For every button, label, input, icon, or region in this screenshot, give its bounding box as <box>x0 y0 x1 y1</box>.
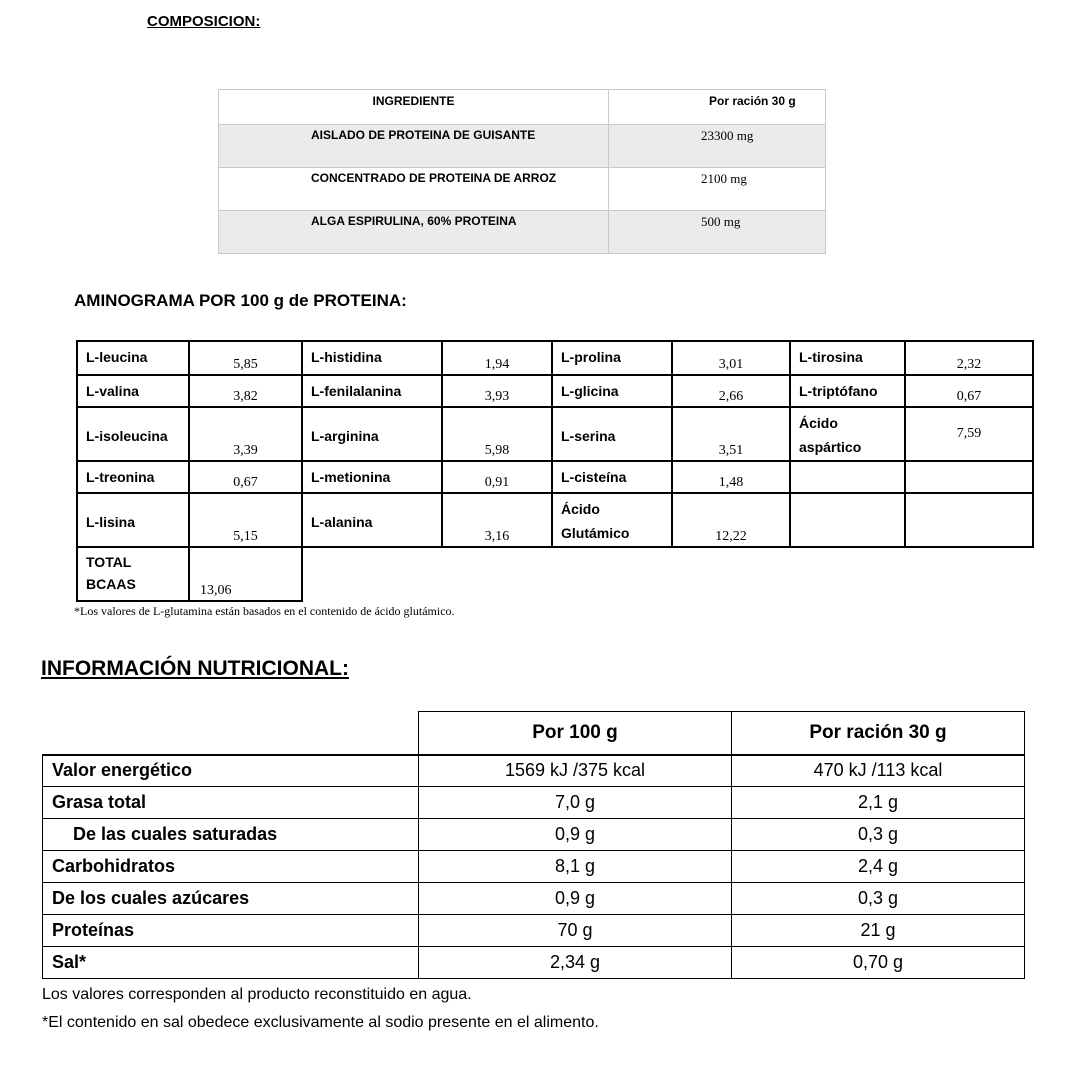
empty-cell <box>905 493 1033 547</box>
per-serving-value: 0,70 g <box>732 947 1025 979</box>
total-bcaas-value: 13,06 <box>189 547 302 601</box>
amino-value: 12,22 <box>672 493 790 547</box>
amino-value: 7,59 <box>905 407 1033 461</box>
amino-value: 5,15 <box>189 493 302 547</box>
amino-value: 2,32 <box>905 341 1033 375</box>
composition-table <box>218 89 826 254</box>
nutrient-label: Grasa total <box>43 787 419 819</box>
nutrition-table <box>42 711 1025 979</box>
per-serving-value: 2,4 g <box>732 851 1025 883</box>
amino-name: L-glicina <box>552 375 672 407</box>
amino-name: L-isoleucina <box>77 407 189 461</box>
per-100-value: 0,9 g <box>419 883 732 915</box>
nutrition-header-row <box>43 712 1025 755</box>
table-row <box>77 547 1033 601</box>
amino-value: 3,01 <box>672 341 790 375</box>
nutrient-label: De las cuales saturadas <box>43 819 419 851</box>
ingredient-cell: ALGA ESPIRULINA, 60% PROTEINA <box>219 211 609 254</box>
amino-value: 1,94 <box>442 341 552 375</box>
amino-name: L-arginina <box>302 407 442 461</box>
table-row <box>43 819 1025 851</box>
table-row <box>219 168 826 211</box>
amino-name: L-treonina <box>77 461 189 493</box>
table-row <box>77 461 1033 493</box>
per-serving-value: 470 kJ /113 kcal <box>732 755 1025 787</box>
amino-name: L-lisina <box>77 493 189 547</box>
table-row <box>43 851 1025 883</box>
table-row <box>77 407 1033 461</box>
per-serving-header: Por ración 30 g <box>732 712 1025 755</box>
blank-header-cell <box>43 712 419 755</box>
serving-header: Por ración 30 g <box>609 90 826 125</box>
nutrient-label: Carbohidratos <box>43 851 419 883</box>
amino-value: 0,67 <box>189 461 302 493</box>
empty-cell <box>905 461 1033 493</box>
composition-heading: COMPOSICION: <box>147 13 261 30</box>
nutrition-heading: INFORMACIÓN NUTRICIONAL: <box>41 657 349 680</box>
amino-value: 0,91 <box>442 461 552 493</box>
amount-cell: 2100 mg <box>609 168 826 211</box>
table-row <box>77 493 1033 547</box>
ingredient-header: INGREDIENTE <box>219 90 609 125</box>
ingredient-cell: CONCENTRADO DE PROTEINA DE ARROZ <box>219 168 609 211</box>
amino-value: 3,93 <box>442 375 552 407</box>
table-row <box>77 341 1033 375</box>
amino-name: L-metionina <box>302 461 442 493</box>
per-100-value: 0,9 g <box>419 819 732 851</box>
amino-value: 3,82 <box>189 375 302 407</box>
empty-cell <box>790 461 905 493</box>
empty-cell <box>790 493 905 547</box>
table-row <box>43 915 1025 947</box>
nutrition-footnote-salt: *El contenido en sal obedece exclusivamente al sodio presente en el alimento. <box>42 1014 599 1031</box>
amino-value: 3,39 <box>189 407 302 461</box>
amount-cell: 500 mg <box>609 211 826 254</box>
amino-value: 0,67 <box>905 375 1033 407</box>
amino-name: L-triptófano <box>790 375 905 407</box>
amino-name: L-serina <box>552 407 672 461</box>
table-row <box>43 947 1025 979</box>
table-row <box>219 125 826 168</box>
amino-name: L-valina <box>77 375 189 407</box>
amino-name: Ácido aspártico <box>790 407 905 461</box>
amino-name: L-leucina <box>77 341 189 375</box>
amino-name: Ácido Glutámico <box>552 493 672 547</box>
amino-name: L-histidina <box>302 341 442 375</box>
per-100-value: 2,34 g <box>419 947 732 979</box>
amino-name: L-tirosina <box>790 341 905 375</box>
per-serving-value: 0,3 g <box>732 883 1025 915</box>
per-serving-value: 21 g <box>732 915 1025 947</box>
per-serving-value: 2,1 g <box>732 787 1025 819</box>
per-serving-value: 0,3 g <box>732 819 1025 851</box>
nutrient-label: Proteínas <box>43 915 419 947</box>
table-row <box>77 375 1033 407</box>
amount-cell: 23300 mg <box>609 125 826 168</box>
amino-value: 2,66 <box>672 375 790 407</box>
table-row <box>219 211 826 254</box>
amino-value: 3,51 <box>672 407 790 461</box>
amino-name: L-alanina <box>302 493 442 547</box>
aminogram-heading: AMINOGRAMA POR 100 g de PROTEINA: <box>74 291 407 310</box>
amino-name: L-cisteína <box>552 461 672 493</box>
table-row <box>43 755 1025 787</box>
amino-value: 5,85 <box>189 341 302 375</box>
table-row <box>43 787 1025 819</box>
per-100-header: Por 100 g <box>419 712 732 755</box>
amino-name: L-prolina <box>552 341 672 375</box>
composition-header-row <box>219 90 826 125</box>
nutrient-label: Sal* <box>43 947 419 979</box>
aminogram-table <box>76 340 1034 602</box>
nutrient-label: Valor energético <box>43 755 419 787</box>
nutrient-label: De los cuales azúcares <box>43 883 419 915</box>
table-row <box>43 883 1025 915</box>
amino-value: 1,48 <box>672 461 790 493</box>
ingredient-cell: AISLADO DE PROTEINA DE GUISANTE <box>219 125 609 168</box>
nutrition-footnote-reconstituted: Los valores corresponden al producto reconstituido en agua. <box>42 986 472 1003</box>
per-100-value: 8,1 g <box>419 851 732 883</box>
per-100-value: 70 g <box>419 915 732 947</box>
total-bcaas-label: TOTAL BCAAS <box>77 547 189 601</box>
amino-name: L-fenilalanina <box>302 375 442 407</box>
amino-value: 3,16 <box>442 493 552 547</box>
per-100-value: 7,0 g <box>419 787 732 819</box>
per-100-value: 1569 kJ /375 kcal <box>419 755 732 787</box>
aminogram-note: *Los valores de L-glutamina están basados en el contenido de ácido glutámico. <box>74 604 455 618</box>
amino-value: 5,98 <box>442 407 552 461</box>
